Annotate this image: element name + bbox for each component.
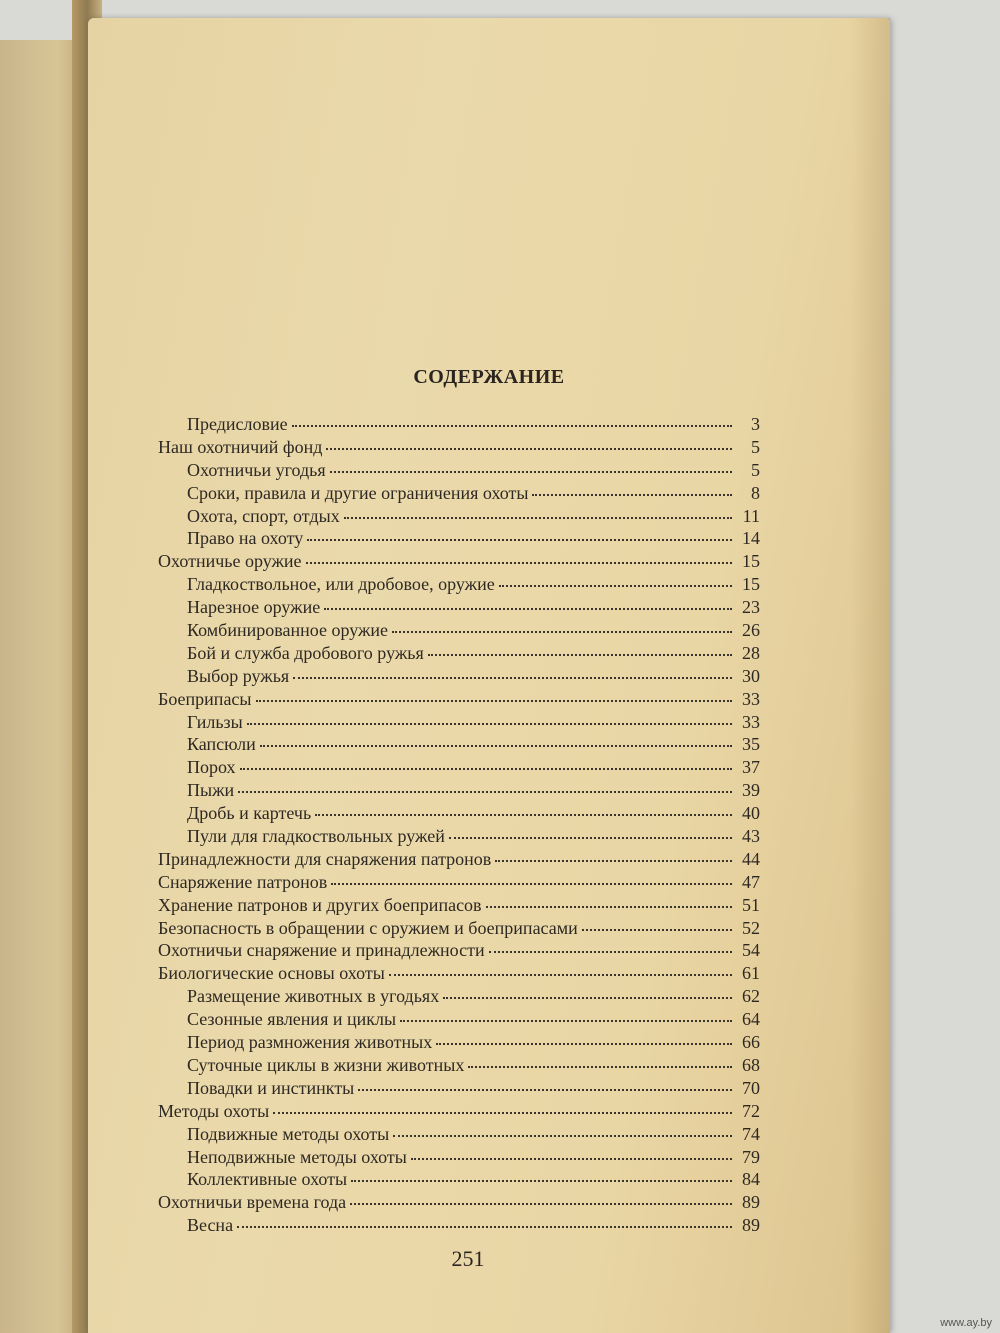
toc-entry — [158, 1168, 760, 1191]
toc-entry — [158, 894, 760, 917]
toc-entry-title: Неподвижные методы охоты — [187, 1146, 407, 1167]
toc-entry — [158, 1146, 760, 1169]
toc-entry-page: 15 — [742, 551, 760, 572]
toc-entry-title: Сроки, правила и другие ограничения охоты — [187, 482, 529, 503]
toc-entry-title: Охотничье оружие — [158, 551, 302, 572]
toc-entry-title: Повадки и инстинкты — [187, 1077, 355, 1098]
toc-entry-title: Гильзы — [187, 711, 243, 732]
dot-leader — [443, 997, 732, 999]
toc-entry-title: Подвижные методы охоты — [187, 1123, 390, 1144]
toc-entry-page: 33 — [742, 688, 760, 709]
toc-entry — [158, 1191, 760, 1214]
toc-entry-page: 47 — [742, 871, 760, 892]
toc-entry — [158, 1100, 760, 1123]
toc-entry-title: Принадлежности для снаряжения патронов — [158, 848, 492, 869]
table-of-contents — [158, 413, 760, 1237]
toc-entry-title: Пули для гладкоствольных ружей — [187, 826, 445, 847]
dot-leader — [358, 1089, 732, 1091]
toc-entry-page: 40 — [742, 803, 760, 824]
dot-leader — [237, 1226, 732, 1228]
toc-entry-page: 14 — [742, 528, 760, 549]
toc-entry-title: Коллективные охоты — [187, 1169, 348, 1190]
dot-leader — [489, 951, 732, 953]
toc-entry-title: Период размножения животных — [187, 1032, 433, 1053]
dot-leader — [389, 974, 732, 976]
dot-leader — [238, 791, 732, 793]
toc-entry-page: 5 — [751, 436, 760, 457]
page-number: 251 — [451, 1246, 485, 1271]
toc-entry — [158, 482, 760, 505]
toc-entry-title: Бой и служба дробового ружья — [187, 642, 424, 663]
dot-leader — [351, 1180, 732, 1182]
toc-entry-title: Охотничьи угодья — [187, 459, 326, 480]
dot-leader — [350, 1203, 732, 1205]
toc-entry-page: 62 — [742, 986, 760, 1007]
toc-entry-title: Снаряжение патронов — [158, 871, 328, 892]
toc-entry-title: Пыжи — [187, 780, 235, 801]
toc-entry — [158, 436, 760, 459]
dot-leader — [260, 745, 732, 747]
toc-entry — [158, 1077, 760, 1100]
toc-entry-title: Наш охотничий фонд — [158, 436, 323, 457]
toc-entry-page: 51 — [742, 894, 760, 915]
toc-entry — [158, 962, 760, 985]
dot-leader — [256, 700, 732, 702]
toc-entry-page: 54 — [742, 940, 760, 961]
toc-entry-page: 74 — [742, 1123, 760, 1144]
toc-entry-page: 8 — [751, 482, 760, 503]
toc-entry-title: Капсюли — [187, 734, 256, 755]
toc-entry-title: Сезонные явления и циклы — [187, 1009, 397, 1030]
toc-entry-title: Охотничьи снаряжение и принадлежности — [158, 940, 485, 961]
toc-entry-title: Нарезное оружие — [187, 597, 321, 618]
contents-heading: СОДЕРЖАНИЕ — [413, 366, 565, 388]
toc-entry — [158, 596, 760, 619]
dot-leader — [468, 1066, 732, 1068]
toc-entry — [158, 825, 760, 848]
toc-entry-page: 68 — [742, 1054, 760, 1075]
toc-entry — [158, 756, 760, 779]
toc-entry-title: Биологические основы охоты — [158, 963, 385, 984]
dot-leader — [273, 1112, 732, 1114]
toc-entry-page: 66 — [742, 1032, 760, 1053]
toc-entry-page: 33 — [742, 711, 760, 732]
toc-entry — [158, 985, 760, 1008]
dot-leader — [582, 929, 732, 931]
toc-entry-page: 89 — [742, 1215, 760, 1236]
toc-entry-page: 72 — [742, 1100, 760, 1121]
dot-leader — [393, 1135, 732, 1137]
toc-entry-page: 89 — [742, 1192, 760, 1213]
toc-entry — [158, 573, 760, 596]
toc-entry-title: Дробь и картечь — [187, 803, 312, 824]
dot-leader — [292, 425, 732, 427]
toc-entry-title: Хранение патронов и других боеприпасов — [158, 894, 482, 915]
toc-entry — [158, 848, 760, 871]
toc-entry-title: Право на охоту — [187, 528, 304, 549]
toc-entry — [158, 1054, 760, 1077]
toc-entry — [158, 459, 760, 482]
toc-entry — [158, 1031, 760, 1054]
toc-entry-page: 35 — [742, 734, 760, 755]
toc-entry-title: Суточные циклы в жизни животных — [187, 1054, 465, 1075]
toc-entry — [158, 1214, 760, 1237]
toc-entry — [158, 505, 760, 528]
toc-entry-page: 30 — [742, 665, 760, 686]
watermark: www.ay.by — [940, 1317, 992, 1329]
dot-leader — [486, 906, 732, 908]
toc-entry-title: Выбор ружья — [187, 665, 290, 686]
toc-entry-page: 5 — [751, 459, 760, 480]
toc-entry-page: 11 — [742, 505, 760, 526]
toc-entry — [158, 917, 760, 940]
toc-entry-page: 23 — [742, 597, 760, 618]
toc-entry-page: 43 — [742, 826, 760, 847]
dot-leader — [240, 768, 732, 770]
toc-entry-page: 39 — [742, 780, 760, 801]
toc-entry — [158, 939, 760, 962]
dot-leader — [400, 1020, 732, 1022]
toc-entry — [158, 413, 760, 436]
dot-leader — [428, 654, 732, 656]
dot-leader — [331, 883, 732, 885]
toc-entry — [158, 1123, 760, 1146]
toc-entry-page: 61 — [742, 963, 760, 984]
toc-entry-page: 70 — [742, 1077, 760, 1098]
toc-entry — [158, 779, 760, 802]
toc-entry-page: 64 — [742, 1009, 760, 1030]
dot-leader — [392, 631, 732, 633]
toc-entry-title: Весна — [187, 1215, 234, 1236]
toc-entry-page: 26 — [742, 620, 760, 641]
dot-leader — [306, 562, 732, 564]
toc-entry-title: Охотничьи времена года — [158, 1192, 347, 1213]
toc-entry-page: 52 — [742, 917, 760, 938]
toc-entry — [158, 733, 760, 756]
toc-entry-title: Комбинированное оружие — [187, 620, 389, 641]
dot-leader — [499, 585, 732, 587]
dot-leader — [293, 677, 732, 679]
dot-leader — [436, 1043, 732, 1045]
toc-entry-page: 37 — [742, 757, 760, 778]
dot-leader — [330, 471, 732, 473]
dot-leader — [344, 517, 732, 519]
dot-leader — [315, 814, 732, 816]
toc-entry-title: Размещение животных в угодьях — [187, 986, 440, 1007]
toc-entry-page: 3 — [751, 414, 760, 434]
dot-leader — [532, 494, 732, 496]
toc-entry — [158, 1008, 760, 1031]
dot-leader — [495, 860, 732, 862]
toc-entry — [158, 802, 760, 825]
toc-entry — [158, 642, 760, 665]
toc-entry — [158, 871, 760, 894]
toc-entry-title: Охота, спорт, отдых — [187, 505, 340, 526]
toc-entry-title: Порох — [187, 757, 236, 778]
toc-entry-title: Предисловие — [187, 414, 288, 434]
toc-entry-page: 79 — [742, 1146, 760, 1167]
dot-leader — [324, 608, 732, 610]
toc-entry-page: 84 — [742, 1169, 760, 1190]
toc-entry-page: 15 — [742, 574, 760, 595]
toc-entry-title: Боеприпасы — [158, 688, 252, 709]
toc-entry — [158, 550, 760, 573]
toc-entry — [158, 711, 760, 734]
toc-entry — [158, 665, 760, 688]
dot-leader — [411, 1158, 732, 1160]
dot-leader — [307, 539, 732, 541]
toc-entry-title: Безопасность в обращении с оружием и боеприпасами — [158, 917, 578, 938]
toc-entry-page: 44 — [742, 848, 760, 869]
toc-entry-page: 28 — [742, 642, 760, 663]
toc-entry-title: Методы охоты — [158, 1100, 270, 1121]
dot-leader — [449, 837, 732, 839]
toc-entry — [158, 688, 760, 711]
toc-entry — [158, 527, 760, 550]
toc-entry — [158, 619, 760, 642]
toc-entry-title: Гладкоствольное, или дробовое, оружие — [187, 574, 495, 595]
dot-leader — [247, 723, 732, 725]
dot-leader — [326, 448, 732, 450]
